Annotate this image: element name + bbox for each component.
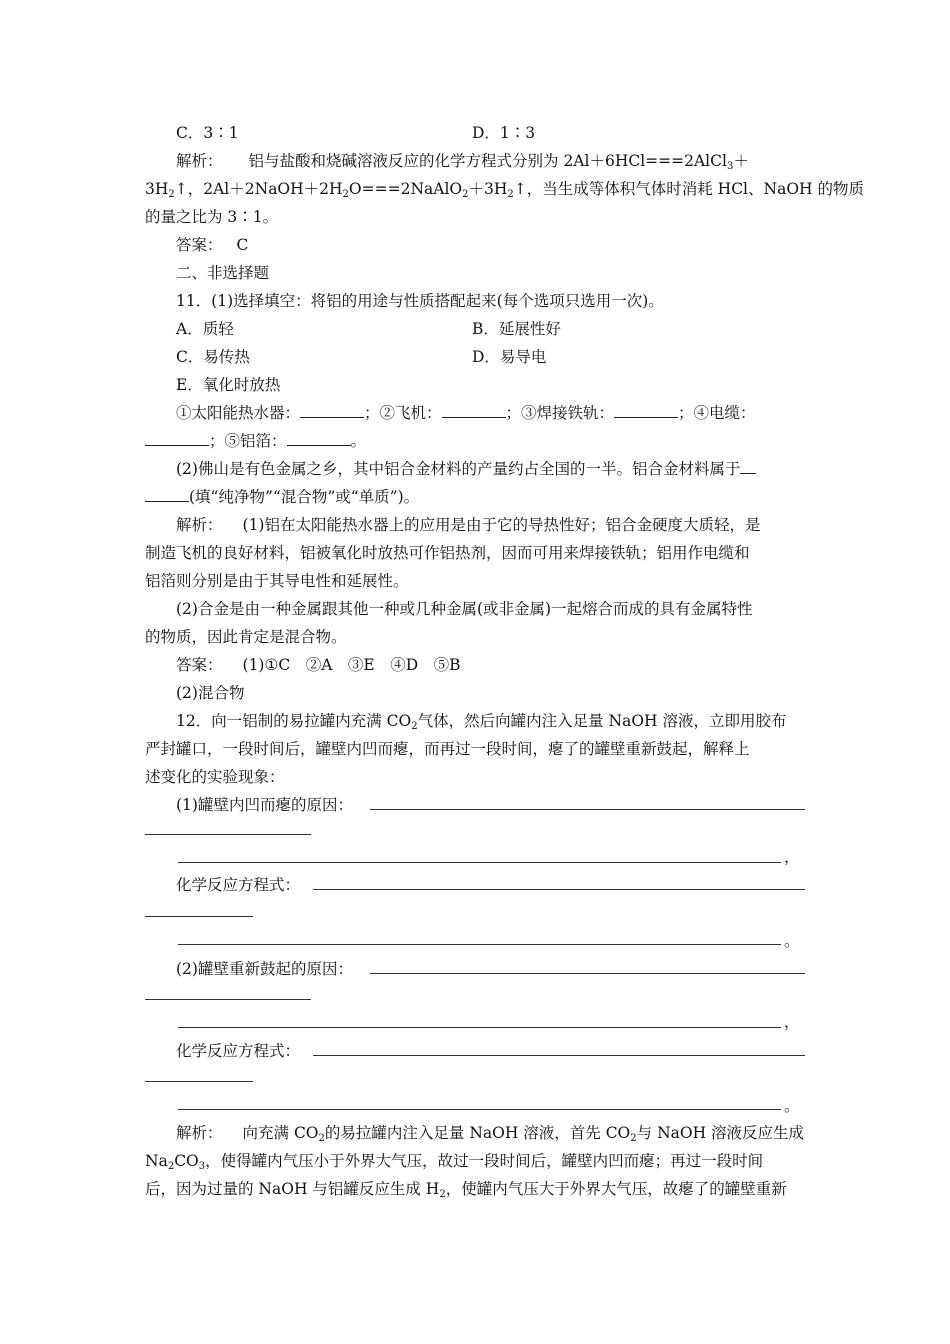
q12-stem-line: 严封罐口，一段时间后，罐壁内凹而瘪，而再过一段时间，瘪了的罐壁重新鼓起，解释上 bbox=[145, 740, 750, 758]
answer-line[interactable] bbox=[178, 944, 781, 945]
answer-blank[interactable] bbox=[300, 403, 364, 418]
q11-analysis-line: 解析： (1)铝在太阳能热水器上的应用是由于它的导热性好；铝合金硬度大质轻，是 bbox=[176, 516, 761, 534]
q11-stem: 11．(1)选择填空：将铝的用途与性质搭配起来(每个选项只选用一次)。 bbox=[176, 292, 664, 310]
line-end-comma: ， bbox=[784, 848, 800, 866]
q11-fill-line: ；⑤铝箔： 。 bbox=[145, 430, 366, 452]
q10-answer: 答案： C bbox=[176, 236, 249, 254]
answer-blank[interactable] bbox=[442, 403, 506, 418]
q11-option-b: B．延展性好 bbox=[472, 320, 561, 338]
q11-analysis-line: 的物质，因此肯定是混合物。 bbox=[145, 628, 347, 646]
answer-line[interactable] bbox=[313, 889, 805, 890]
analysis-label: 解析： bbox=[176, 152, 223, 170]
answer-blank[interactable] bbox=[145, 487, 189, 502]
q12-equation-1-label: 化学反应方程式： bbox=[176, 876, 301, 894]
q11-analysis-line: (2)合金是由一种金属跟其他一种或几种金属(或非金属)一起熔合而成的具有金属特性 bbox=[176, 600, 753, 618]
answer-line[interactable] bbox=[178, 1027, 781, 1028]
q11-option-e: E．氧化时放热 bbox=[176, 376, 281, 394]
q11-part2-line: (2)佛山是有色金属之乡，其中铝合金材料的产量约占全国的一半。铝合金材料属于 bbox=[176, 458, 756, 480]
answer-line[interactable] bbox=[145, 834, 311, 835]
answer-line[interactable] bbox=[370, 809, 805, 810]
q12-stem-line: 12．向一铝制的易拉罐内充满 $CO_2$气体，然后向罐内注入足量 NaOH 溶液，立即用胶布 bbox=[176, 712, 787, 732]
analysis-label: 解析： bbox=[176, 1124, 223, 1142]
line-end-period: 。 bbox=[784, 932, 800, 950]
q10-analysis-line: $3H_2↑$，$2Al+2NaOH+2H_2O===2NaAlO_2+3H_2↑$，当生成等体积气体时消耗 HCl、NaOH 的物质 bbox=[145, 180, 864, 200]
q12-stem-line: 述变化的实验现象： bbox=[145, 768, 285, 786]
answer-blank[interactable] bbox=[287, 431, 351, 446]
answer-line[interactable] bbox=[370, 973, 805, 974]
analysis-label: 解析： bbox=[176, 516, 223, 534]
q11-analysis-line: 制造飞机的良好材料，铝被氧化时放热可作铝热剂，因而可用来焊接铁轨；铝用作电缆和 bbox=[145, 544, 750, 562]
q11-answer: (2)混合物 bbox=[176, 684, 245, 702]
q11-fill-line: ①太阳能热水器： ；②飞机： ；③焊接铁轨： ；④电缆： bbox=[176, 404, 756, 422]
q12-analysis-line: 后，因为过量的 NaOH 与铝罐反应生成 $H_2$，使罐内气压大于外界大气压，故瘪了的罐壁重新 bbox=[145, 1180, 787, 1200]
q10-option-d: D．1∶3 bbox=[472, 124, 536, 142]
section-heading: 二、非选择题 bbox=[176, 264, 270, 282]
q12-reason-2-label: (2)罐壁重新鼓起的原因： bbox=[176, 960, 353, 978]
q11-option-c: C．易传热 bbox=[176, 348, 250, 366]
q12-analysis-line: 解析： 向充满 $CO_2$的易拉罐内注入足量 NaOH 溶液，首先 $CO_2$与 NaOH 溶液反应生成 bbox=[176, 1124, 805, 1144]
q11-option-a: A．质轻 bbox=[176, 320, 234, 338]
q10-analysis-line: 解析： 铝与盐酸和烧碱溶液反应的化学方程式分别为 2Al＋6HCl===2AlCl$_3$＋ bbox=[176, 152, 749, 172]
answer-line[interactable] bbox=[145, 1081, 253, 1082]
answer-line[interactable] bbox=[313, 1055, 805, 1056]
answer-label: 答案： bbox=[176, 656, 223, 674]
answer-line[interactable] bbox=[145, 999, 311, 1000]
line-end-period: 。 bbox=[784, 1097, 800, 1115]
line-end-comma: ， bbox=[784, 1013, 800, 1031]
q12-reason-1-label: (1)罐壁内凹而瘪的原因： bbox=[176, 796, 353, 814]
q10-option-c: C．3∶1 bbox=[176, 124, 239, 142]
q12-analysis-line: $Na_2CO_3$，使得罐内气压小于外界大气压，故过一段时间后，罐壁内凹而瘪；再过一段时间 bbox=[145, 1152, 764, 1172]
answer-blank[interactable] bbox=[740, 459, 756, 474]
q11-option-d: D．易导电 bbox=[472, 348, 547, 366]
q10-analysis-line: 的量之比为 3∶1。 bbox=[145, 208, 279, 226]
q11-part2-line: (填“纯净物”“混合物”或“单质”)。 bbox=[145, 486, 419, 508]
answer-line[interactable] bbox=[178, 862, 781, 863]
q12-equation-2-label: 化学反应方程式： bbox=[176, 1042, 301, 1060]
answer-line[interactable] bbox=[145, 916, 253, 917]
answer-line[interactable] bbox=[178, 1109, 781, 1110]
q11-analysis-line: 铝箔则分别是由于其导电性和延展性。 bbox=[145, 572, 409, 590]
answer-label: 答案： bbox=[176, 236, 223, 254]
answer-blank[interactable] bbox=[614, 403, 678, 418]
q11-answer: 答案： (1)①C ②A ③E ④D ⑤B bbox=[176, 656, 461, 674]
answer-blank[interactable] bbox=[145, 431, 209, 446]
